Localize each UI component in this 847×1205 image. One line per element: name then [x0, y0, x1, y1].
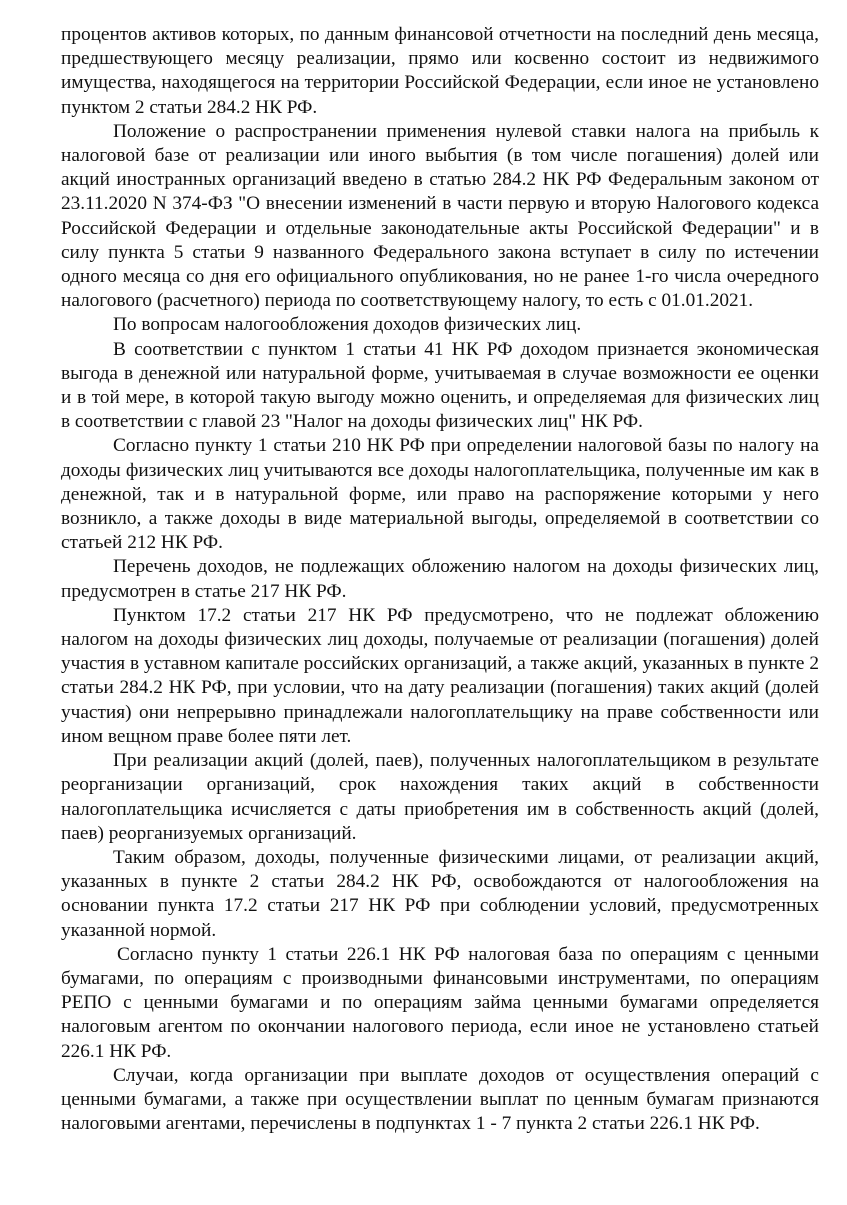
paragraph-reorganization: При реализации акций (долей, паев), полученных налогоплательщиком в результате реорганизации организаций, срок нахождения таких акций в собственности налогоплательщика исчисляется с даты приобретения им в собственность акций (долей, паев) реорганизуемых организаций. — [61, 750, 819, 844]
paragraph-article-226-1-tax-base: Согласно пункту 1 статьи 226.1 НК РФ налоговая база по операциям с ценными бумагами, по операциям с производными финансовыми инструментами, по операциям РЕПО с ценными бумагами и по операциям займа ценными бумагами определяется налоговым агентом по окончании налогового периода, если иное не установлено статьей 226.1 НК РФ. — [61, 943, 819, 1062]
section-heading-personal-income-tax: По вопросам налогообложения доходов физических лиц. — [113, 314, 582, 336]
paragraph-zero-rate-provision: Положение о распространении применения нулевой ставки налога на прибыль к налоговой базе от реализации или иного выбытия (в том числе погашения) долей или акций иностранных организаций введено в статью 284.2 НК РФ Федеральным законом от 23.11.2020 N 374-ФЗ "О внесении изменений в части первую и вторую Налогового кодекса Российской Федерации и отдельные законодательные акты Российской Федерации" и в силу пункта 5 статьи 9 названного Федерального закона вступает в силу по истечении одного месяца со дня его официального опубликования, но не ранее 1-го числа очередного налогового (расчетного) периода по соответствующему налогу, то есть с 01.01.2021. — [61, 120, 819, 312]
document-body — [61, 23, 819, 1136]
paragraph-article-210: Согласно пункту 1 статьи 210 НК РФ при определении налоговой базы по налогу на доходы физических лиц учитываются все доходы налогоплательщика, полученные им как в денежной, так и в натуральной форме, или право на распоряжение которыми у него возникло, а также доходы в виде материальной выгоды, определяемой в соответствии со статьей 212 НК РФ. — [61, 435, 819, 554]
paragraph-continuation: процентов активов которых, по данным финансовой отчетности на последний день месяца, предшествующего месяцу реализации, прямо или косвенно состоит из недвижимого имущества, находящегося на территории Российской Федерации, если иное не установлено пунктом 2 статьи 284.2 НК РФ. — [61, 24, 819, 118]
paragraph-article-217-point-17-2: Пунктом 17.2 статьи 217 НК РФ предусмотрено, что не подлежат обложению налогом на доходы физических лиц доходы, получаемые от реализации (погашения) долей участия в уставном капитале российских организаций, а также акций, указанных в пункте 2 статьи 284.2 НК РФ, при условии, что на дату реализации (погашения) таких акций (долей участия) они непрерывно принадлежали налогоплательщику на праве собственности или ином вещном праве более пяти лет. — [61, 604, 819, 747]
paragraph-article-217-list: Перечень доходов, не подлежащих обложению налогом на доходы физических лиц, предусмотрен в статье 217 НК РФ. — [61, 556, 819, 602]
paragraph-conclusion-exemption: Таким образом, доходы, полученные физическими лицами, от реализации акций, указанных в пункте 2 статьи 284.2 НК РФ, освобождаются от налогообложения на основании пункта 17.2 статьи 217 НК РФ при соблюдении условий, предусмотренных указанной нормой. — [61, 846, 819, 941]
paragraph-article-41: В соответствии с пунктом 1 статьи 41 НК РФ доходом признается экономическая выгода в денежной или натуральной форме, учитываемая в случае возможности ее оценки и в той мере, в которой такую выгоду можно оценить, и определяемая для физических лиц в соответствии с главой 23 "Налог на доходы физических лиц" НК РФ. — [61, 338, 819, 433]
paragraph-tax-agents: Случаи, когда организации при выплате доходов от осуществления операций с ценными бумагами, а также при осуществлении выплат по ценным бумагам признаются налоговыми агентами, перечислены в подпунктах 1 - 7 пункта 2 статьи 226.1 НК РФ. — [61, 1064, 819, 1135]
